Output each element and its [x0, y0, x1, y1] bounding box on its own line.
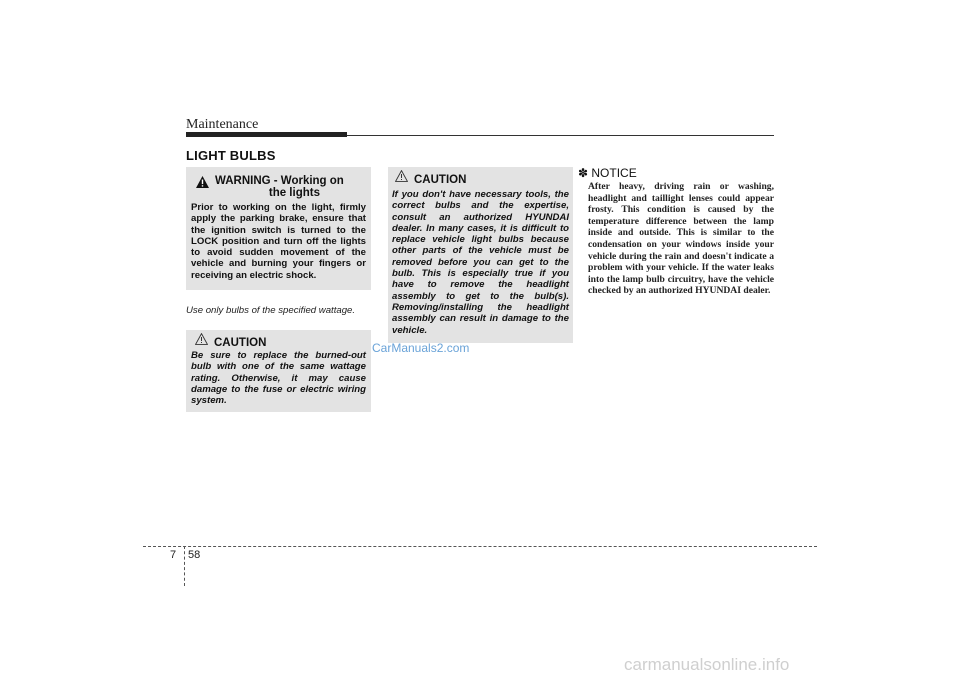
- watermark-link[interactable]: CarManuals2.com: [372, 341, 470, 355]
- caution-2-body: If you don't have necessary tools, the correct bulbs and the expertise, consult an authorized HYUNDAI dealer. In many cases, it is difficult to replace vehicle light bulbs because other parts of the vehicle must be removed before you can get to the bulb. This is especially true if you have to remove the headlight assembly to get to the bulb(s). Removing/installing the headlight assembly can result in damage to the vehicle.: [392, 189, 569, 336]
- warning-title-line1: WARNING - Working on: [215, 175, 344, 187]
- caution-1-heading: [195, 335, 266, 349]
- footer-divider: [184, 546, 185, 586]
- warning-title-line2: the lights: [268, 187, 320, 199]
- warning-body: Prior to working on the light, firmly apply the parking brake, ensure that the ignition switch is turned to the LOCK position and turn off the lights to avoid sudden movement of the vehicle and burning your fingers or receiving an electric shock.: [191, 202, 366, 281]
- caution-2-heading: [395, 172, 466, 186]
- notice-title: ✽ NOTICE: [578, 166, 637, 180]
- page-header-title: Maintenance: [186, 117, 259, 132]
- footer-rule: [143, 546, 817, 547]
- caution-1-body: Be sure to replace the burned-out bulb with one of the same wattage rating. Otherwise, it may cause damage to the fuse or electric wiring system.: [191, 350, 366, 407]
- warning-icon: [196, 176, 209, 188]
- page-number: 58: [188, 549, 201, 561]
- header-rule-accent: [186, 132, 347, 137]
- caution-1-title: CAUTION: [214, 337, 267, 349]
- footer-watermark[interactable]: carmanualsonline.info: [624, 655, 790, 674]
- wattage-note: Use only bulbs of the specified wattage.: [186, 305, 356, 316]
- caution-icon: [195, 333, 208, 345]
- notice-body: After heavy, driving rain or washing, headlight and taillight lenses could appear frosty. This condition is caused by the temperature difference between the lamp inside and outside. This is similar to the condensation on your windows inside your vehicle during the rain and doesn't indicate a problem with your vehicle. If the water leaks into the lamp bulb circuitry, have the vehicle checked by an authorized HYUNDAI dealer.: [588, 181, 774, 297]
- chapter-number: 7: [170, 549, 177, 561]
- section-title: LIGHT BULBS: [186, 148, 276, 163]
- caution-icon: [395, 170, 408, 182]
- warning-heading: [196, 175, 366, 199]
- caution-2-title: CAUTION: [414, 174, 467, 186]
